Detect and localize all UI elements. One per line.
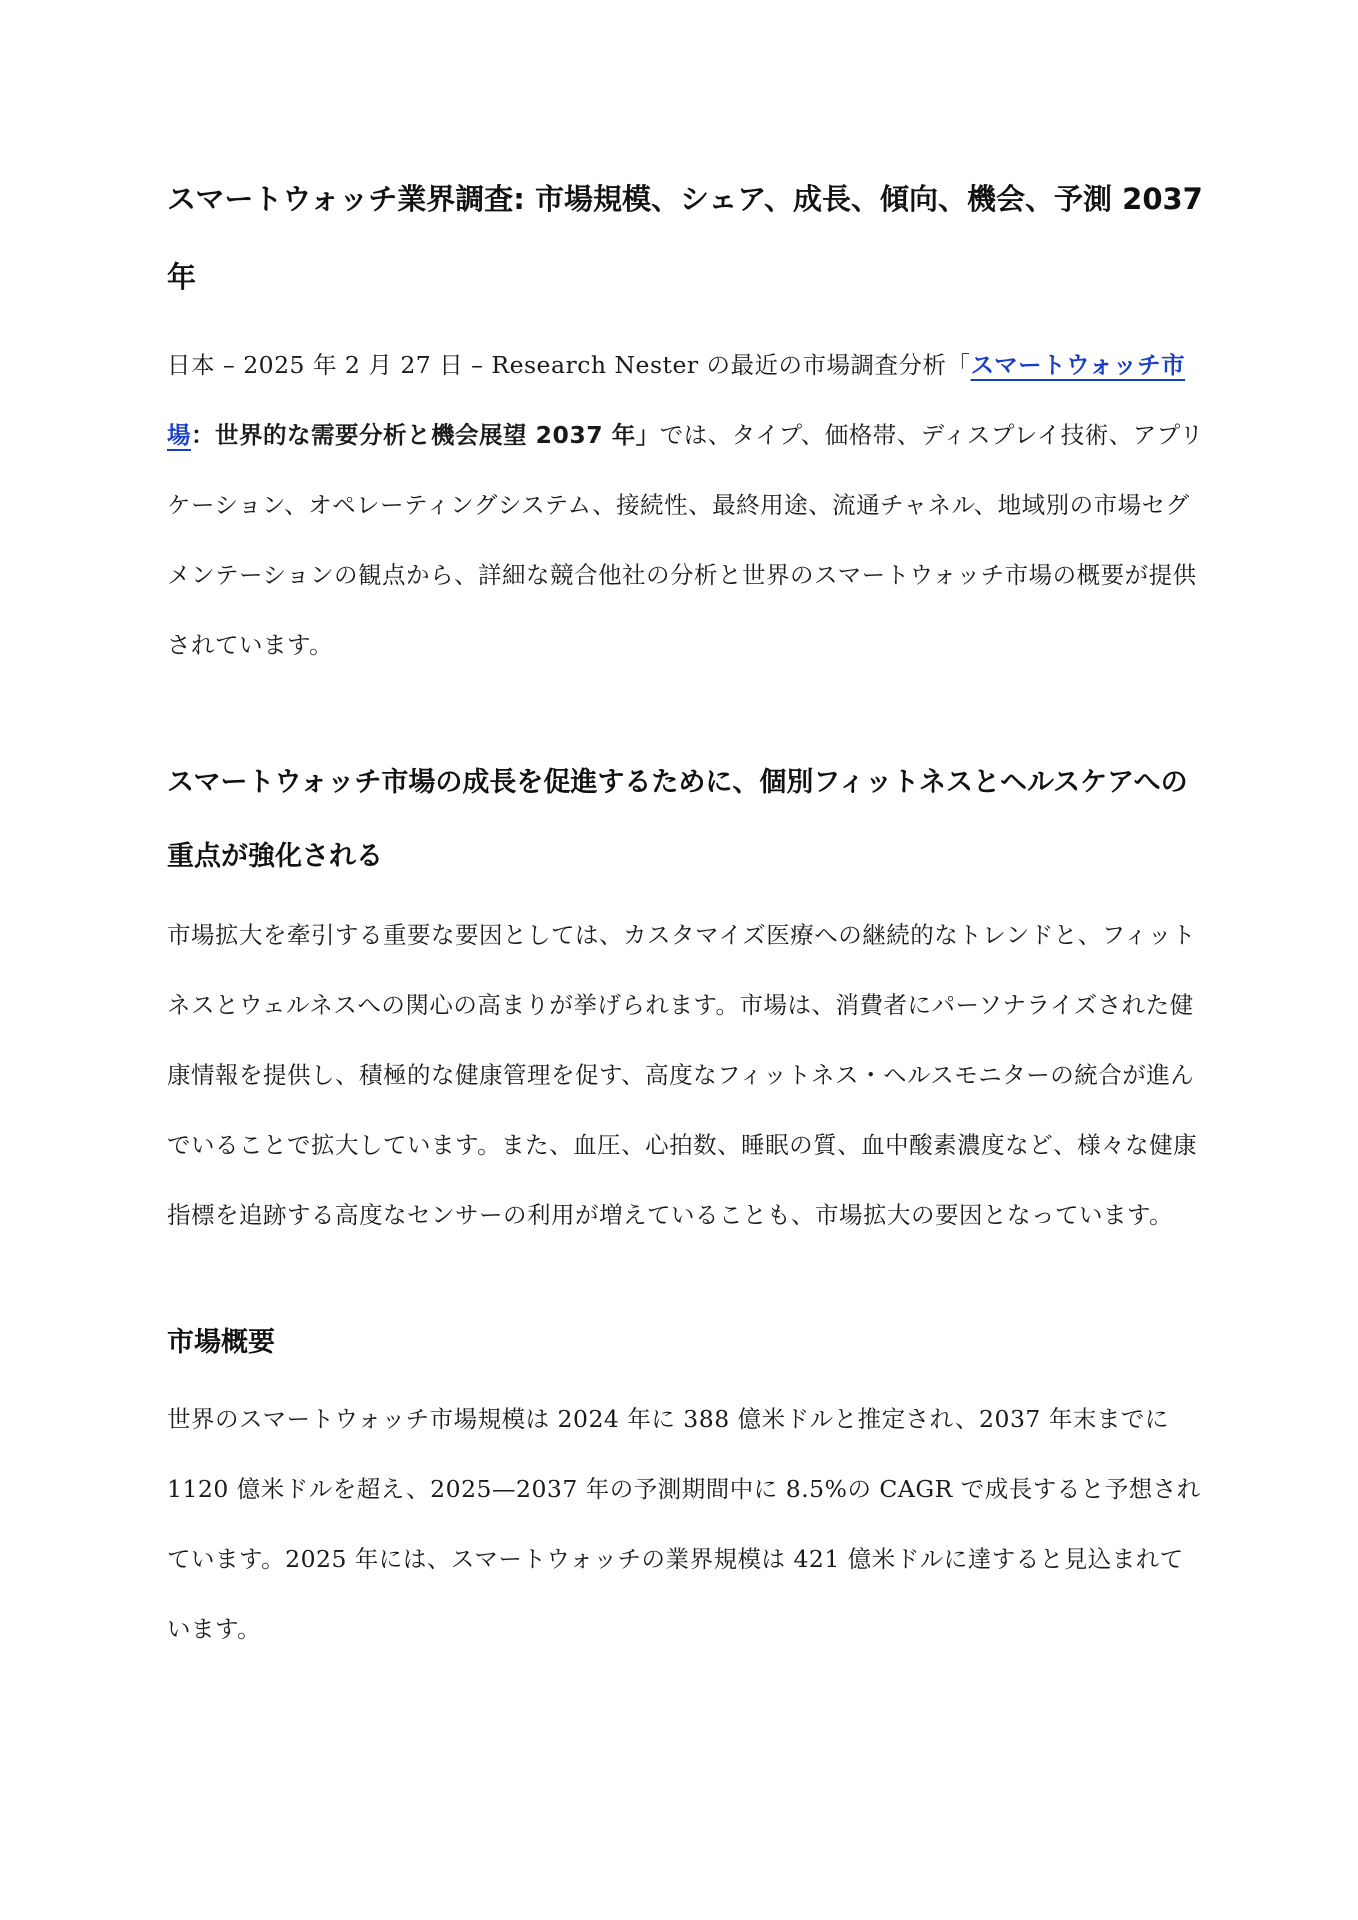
growth-paragraph: 市場拡大を牽引する重要な要因としては、カスタマイズ医療への継続的なトレンドと、フィットネスとウェルネスへの関心の高まりが挙げられます。市場は、消費者にパーソナライズされた健康情報を提供し、積極的な健康管理を促す、高度なフィットネス・ヘルスモニターの統合が進んでいることで拡大しています。また、血圧、心拍数、睡眠の質、血中酸素濃度など、様々な健康指標を追跡する高度なセンサーの利用が増えていることも、市場拡大の要因となっています。 [167, 921, 1198, 1229]
intro-suffix: では、タイプ、価格帯、ディスプレイ技術、アプリケーション、オペレーティングシステム、接続性、最終用途、流通チャネル、地域別の市場セグメンテーションの観点から、詳細な競合他社の分析と世界のスマートウォッチ市場の概要が提供されています。 [167, 421, 1204, 659]
smartwatch-market-link[interactable]: スマートウォッチ市場 [167, 351, 1186, 449]
overview-paragraph: 世界のスマートウォッチ市場規模は 2024 年に 388 億米ドルと推定され、2037 年末までに 1120 億米ドルを超え、2025—2037 年の予測期間中に 8.5%の CAGR で成長すると予想されています。2025 年には、スマートウォッチの業界規模は 421 億米ドルに達すると見込まれています。 [167, 1405, 1201, 1643]
intro-paragraph [167, 330, 1207, 680]
page-title: スマートウォッチ業界調査: 市場規模、シェア、成長、傾向、機会、予測 2037 年 [167, 182, 1203, 294]
overview-heading: 市場概要 [167, 1327, 275, 1358]
growth-heading: スマートウォッチ市場の成長を促進するために、個別フィットネスとヘルスケアへの重点が強化される [167, 767, 1188, 872]
document-page [167, 160, 1207, 1664]
intro-prefix: 日本 – 2025 年 2 月 27 日 – Research Nester の最近の市場調査分析「 [167, 351, 971, 379]
report-title-rest: ：世界的な需要分析と機会展望 2037 年」 [191, 421, 660, 449]
